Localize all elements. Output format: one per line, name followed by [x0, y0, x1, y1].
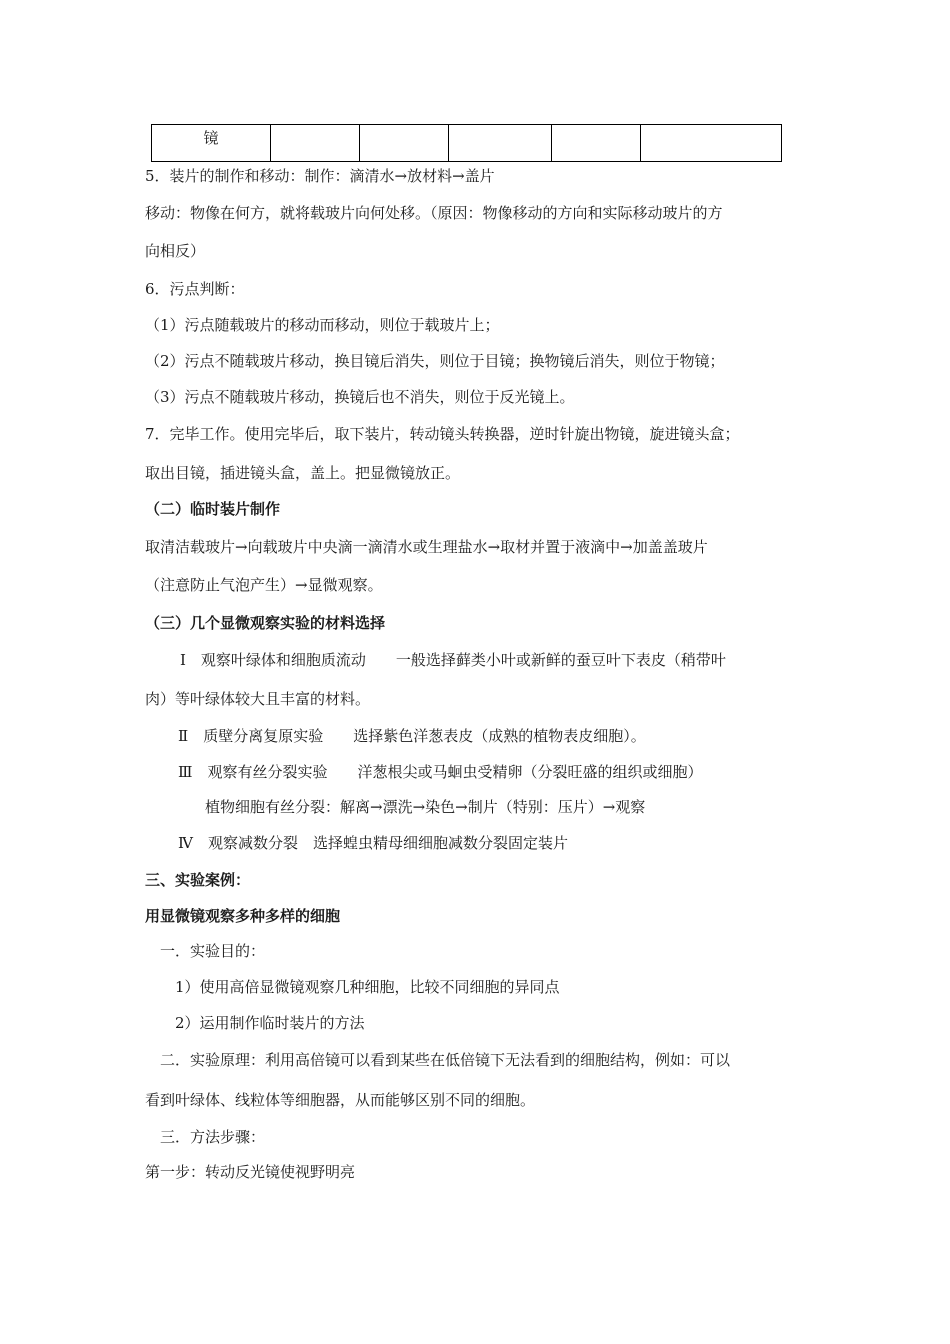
paragraph-line: 2）运用制作临时装片的方法	[175, 1014, 365, 1032]
section-heading: （二）临时装片制作	[145, 500, 281, 518]
paragraph-line: 1）使用高倍显微镜观察几种细胞，比较不同细胞的异同点	[175, 978, 560, 996]
table-cell	[552, 125, 641, 162]
table-fragment	[151, 124, 782, 162]
paragraph-line: 5．装片的制作和移动：制作：滴清水→放材料→盖片	[145, 167, 495, 185]
paragraph-line: 7．完毕工作。使用完毕后，取下装片，转动镜头转换器，逆时针旋出物镜，旋进镜头盒；	[145, 425, 740, 443]
paragraph-line: 第一步：转动反光镜使视野明亮	[145, 1163, 356, 1181]
paragraph-line: （2）污点不随载玻片移动，换目镜后消失，则位于目镜；换物镜后消失，则位于物镜；	[145, 352, 725, 370]
paragraph-line: （注意防止气泡产生）→显微观察。	[145, 576, 383, 594]
paragraph-line: 二．实验原理：利用高倍镜可以看到某些在低倍镜下无法看到的细胞结构，例如：可以	[160, 1051, 731, 1069]
paragraph-line: 6．污点判断：	[145, 280, 245, 298]
paragraph-line: 看到叶绿体、线粒体等细胞器，从而能够区别不同的细胞。	[145, 1091, 536, 1109]
paragraph-line: 向相反）	[145, 242, 206, 260]
section-heading: 三、实验案例：	[145, 871, 251, 889]
table-cell	[641, 125, 782, 162]
section-heading: （三）几个显微观察实验的材料选择	[145, 614, 386, 632]
table-cell	[449, 125, 552, 162]
paragraph-line: 移动：物像在何方，就将载玻片向何处移。（原因：物像移动的方向和实际移动玻片的方	[145, 204, 723, 222]
paragraph-line: （3）污点不随载玻片移动，换镜后也不消失，则位于反光镜上。	[145, 388, 575, 406]
table-cell	[360, 125, 449, 162]
paragraph-line: 取出目镜，插进镜头盒，盖上。把显微镜放正。	[145, 464, 461, 482]
paragraph-line: 三．方法步骤：	[160, 1128, 266, 1146]
paragraph-line: Ⅰ 观察叶绿体和细胞质流动 一般选择藓类小叶或新鲜的蚕豆叶下表皮（稍带叶	[180, 651, 726, 669]
section-heading: 用显微镜观察多种多样的细胞	[145, 907, 341, 925]
paragraph-line: 肉）等叶绿体较大且丰富的材料。	[145, 690, 371, 708]
paragraph-line: Ⅱ 质壁分离复原实验 选择紫色洋葱表皮（成熟的植物表皮细胞）。	[178, 727, 646, 745]
paragraph-line: 一．实验目的：	[160, 942, 266, 960]
paragraph-line: Ⅳ 观察减数分裂 选择蝗虫精母细细胞减数分裂固定装片	[178, 834, 568, 852]
table-row	[152, 125, 782, 162]
paragraph-line: （1）污点随载玻片的移动而移动，则位于载玻片上；	[145, 316, 500, 334]
paragraph-line: 取清洁载玻片→向载玻片中央滴一滴清水或生理盐水→取材并置于液滴中→加盖盖玻片	[145, 538, 708, 556]
table-cell: 镜	[152, 125, 271, 162]
paragraph-line: 植物细胞有丝分裂：解离→漂洗→染色→制片（特别：压片）→观察	[205, 798, 646, 816]
paragraph-line: Ⅲ 观察有丝分裂实验 洋葱根尖或马蛔虫受精卵（分裂旺盛的组织或细胞）	[178, 763, 703, 781]
table-cell	[271, 125, 360, 162]
